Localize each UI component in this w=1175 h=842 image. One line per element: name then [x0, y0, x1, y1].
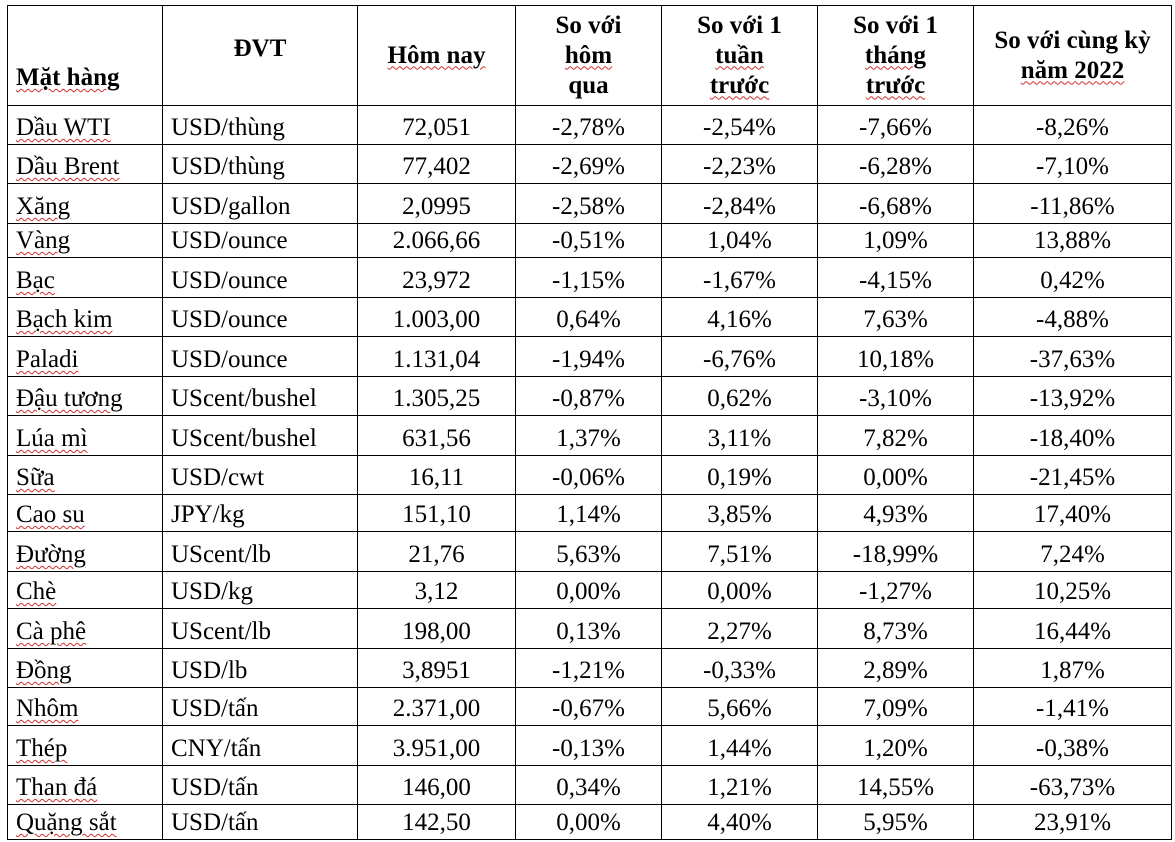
cell-vs-week: -2,23% [662, 145, 818, 184]
cell-vs-year: -37,63% [974, 337, 1172, 377]
cell-today: 146,00 [358, 766, 516, 805]
cell-vs-yesterday: -1,15% [516, 258, 662, 298]
cell-vs-week: -6,76% [662, 337, 818, 377]
cell-vs-month: -1,27% [818, 572, 974, 609]
cell-vs-week: 1,04% [662, 224, 818, 258]
item-label: Dầu WTI [16, 114, 111, 141]
item-label: Đường [16, 541, 86, 568]
item-label: Thép [16, 735, 68, 762]
cell-vs-yesterday: 1,37% [516, 416, 662, 456]
cell-vs-yesterday: -2,69% [516, 145, 662, 184]
cell-unit: USD/thùng [163, 145, 358, 184]
cell-vs-month: -7,66% [818, 106, 974, 145]
cell-vs-week: 4,16% [662, 298, 818, 337]
cell-vs-year: -63,73% [974, 766, 1172, 805]
table-row [8, 337, 1172, 377]
cell-vs-year: 10,25% [974, 572, 1172, 609]
cell-today: 3,8951 [358, 649, 516, 688]
table-row [8, 609, 1172, 649]
cell-vs-week: -2,84% [662, 184, 818, 224]
cell-unit: USD/tấn [163, 766, 358, 805]
cell-vs-week: 0,62% [662, 377, 818, 416]
cell-vs-yesterday: -0,67% [516, 688, 662, 726]
cell-item [8, 726, 163, 766]
cell-vs-year: 7,24% [974, 532, 1172, 572]
cell-vs-yesterday: 1,14% [516, 495, 662, 532]
table-row [8, 688, 1172, 726]
cell-vs-year: -8,26% [974, 106, 1172, 145]
item-label: Xăng [16, 193, 71, 220]
item-label: Paladi [16, 346, 79, 373]
item-label: Chè [16, 578, 57, 605]
cell-vs-month: 0,00% [818, 456, 974, 495]
table-row [8, 184, 1172, 224]
cell-vs-month: 7,63% [818, 298, 974, 337]
item-label: Quặng sắt [16, 809, 117, 836]
cell-vs-year: -7,10% [974, 145, 1172, 184]
cell-vs-week: 3,11% [662, 416, 818, 456]
cell-vs-month: -6,68% [818, 184, 974, 224]
item-label: Sữa [16, 464, 55, 491]
cell-unit: USD/gallon [163, 184, 358, 224]
cell-vs-month: 1,09% [818, 224, 974, 258]
cell-vs-month: 7,09% [818, 688, 974, 726]
cell-vs-month: -6,28% [818, 145, 974, 184]
cell-vs-month: 2,89% [818, 649, 974, 688]
cell-vs-month: 14,55% [818, 766, 974, 805]
cell-today: 72,051 [358, 106, 516, 145]
cell-vs-month: -3,10% [818, 377, 974, 416]
cell-item [8, 532, 163, 572]
item-label: Đậu tương [16, 385, 123, 412]
cell-vs-month: -18,99% [818, 532, 974, 572]
item-label: Cao su [16, 501, 85, 528]
cell-vs-yesterday: 0,00% [516, 805, 662, 840]
cell-vs-month: 7,82% [818, 416, 974, 456]
cell-today: 21,76 [358, 532, 516, 572]
cell-unit: USD/thùng [163, 106, 358, 145]
cell-today: 151,10 [358, 495, 516, 532]
cell-vs-month: 5,95% [818, 805, 974, 840]
table-row [8, 377, 1172, 416]
cell-vs-week: 7,51% [662, 532, 818, 572]
cell-vs-month: 4,93% [818, 495, 974, 532]
cell-vs-year: 17,40% [974, 495, 1172, 532]
cell-unit: UScent/bushel [163, 377, 358, 416]
cell-unit: USD/kg [163, 572, 358, 609]
cell-unit: USD/lb [163, 649, 358, 688]
cell-today: 2.371,00 [358, 688, 516, 726]
cell-item [8, 572, 163, 609]
cell-item [8, 688, 163, 726]
header-row [8, 6, 1172, 106]
cell-vs-year: 1,87% [974, 649, 1172, 688]
table-row [8, 805, 1172, 840]
cell-item [8, 805, 163, 840]
cell-vs-month: 8,73% [818, 609, 974, 649]
cell-unit: USD/tấn [163, 805, 358, 840]
header-vs-week: So với 1 tuần trước [662, 6, 818, 106]
cell-vs-yesterday: -0,51% [516, 224, 662, 258]
header-today: Hôm nay [358, 6, 516, 106]
cell-vs-yesterday: -2,78% [516, 106, 662, 145]
cell-vs-week: 5,66% [662, 688, 818, 726]
cell-vs-year: -11,86% [974, 184, 1172, 224]
table-row [8, 649, 1172, 688]
cell-vs-week: 4,40% [662, 805, 818, 840]
header-unit: ĐVT [163, 6, 358, 106]
cell-vs-year: -0,38% [974, 726, 1172, 766]
cell-unit: USD/ounce [163, 298, 358, 337]
cell-unit: UScent/lb [163, 609, 358, 649]
cell-today: 1.131,04 [358, 337, 516, 377]
cell-item [8, 609, 163, 649]
cell-vs-week: 0,19% [662, 456, 818, 495]
cell-vs-month: -4,15% [818, 258, 974, 298]
item-label: Đồng [16, 657, 72, 684]
cell-vs-yesterday: -0,87% [516, 377, 662, 416]
cell-item [8, 298, 163, 337]
cell-today: 3.951,00 [358, 726, 516, 766]
cell-item [8, 106, 163, 145]
cell-item [8, 258, 163, 298]
cell-unit: USD/tấn [163, 688, 358, 726]
cell-vs-year: -13,92% [974, 377, 1172, 416]
cell-unit: USD/cwt [163, 456, 358, 495]
cell-vs-yesterday: 0,34% [516, 766, 662, 805]
cell-vs-yesterday: -2,58% [516, 184, 662, 224]
cell-vs-week: -1,67% [662, 258, 818, 298]
cell-vs-yesterday: 5,63% [516, 532, 662, 572]
cell-vs-month: 1,20% [818, 726, 974, 766]
commodity-price-table [7, 5, 1172, 840]
table-row [8, 766, 1172, 805]
cell-today: 77,402 [358, 145, 516, 184]
cell-today: 631,56 [358, 416, 516, 456]
cell-today: 142,50 [358, 805, 516, 840]
table-row [8, 145, 1172, 184]
cell-item [8, 224, 163, 258]
cell-vs-yesterday: 0,00% [516, 572, 662, 609]
cell-vs-week: 2,27% [662, 609, 818, 649]
cell-unit: UScent/bushel [163, 416, 358, 456]
cell-item [8, 377, 163, 416]
item-label: Cà phê [16, 618, 87, 645]
header-vs-month: So với 1 tháng trước [818, 6, 974, 106]
cell-today: 16,11 [358, 456, 516, 495]
table-row [8, 572, 1172, 609]
cell-today: 1.305,25 [358, 377, 516, 416]
cell-item [8, 184, 163, 224]
cell-vs-yesterday: -1,21% [516, 649, 662, 688]
cell-unit: UScent/lb [163, 532, 358, 572]
cell-vs-yesterday: 0,64% [516, 298, 662, 337]
cell-vs-week: 0,00% [662, 572, 818, 609]
cell-today: 2,0995 [358, 184, 516, 224]
table-row [8, 224, 1172, 258]
item-label: Lúa mì [16, 425, 88, 452]
item-label: Nhôm [16, 695, 79, 722]
item-label: Than đá [16, 774, 98, 801]
table-row [8, 495, 1172, 532]
cell-vs-month: 10,18% [818, 337, 974, 377]
cell-item [8, 649, 163, 688]
cell-today: 2.066,66 [358, 224, 516, 258]
cell-vs-week: 1,21% [662, 766, 818, 805]
table-row [8, 532, 1172, 572]
cell-vs-week: 1,44% [662, 726, 818, 766]
cell-vs-yesterday: 0,13% [516, 609, 662, 649]
cell-vs-year: -4,88% [974, 298, 1172, 337]
table-row [8, 298, 1172, 337]
cell-item [8, 495, 163, 532]
cell-vs-week: -2,54% [662, 106, 818, 145]
header-item: Mặt hàng [8, 6, 163, 106]
table-row [8, 416, 1172, 456]
cell-today: 198,00 [358, 609, 516, 649]
item-label: Dầu Brent [16, 153, 120, 180]
cell-unit: USD/ounce [163, 337, 358, 377]
cell-unit: USD/ounce [163, 258, 358, 298]
cell-item [8, 337, 163, 377]
table-row [8, 456, 1172, 495]
cell-today: 23,972 [358, 258, 516, 298]
table-row [8, 106, 1172, 145]
cell-vs-yesterday: -0,13% [516, 726, 662, 766]
cell-vs-year: -18,40% [974, 416, 1172, 456]
cell-vs-year: -1,41% [974, 688, 1172, 726]
cell-today: 3,12 [358, 572, 516, 609]
table-row [8, 726, 1172, 766]
cell-item [8, 145, 163, 184]
cell-vs-year: 13,88% [974, 224, 1172, 258]
cell-item [8, 456, 163, 495]
header-vs-year: So với cùng kỳ năm 2022 [974, 6, 1172, 106]
cell-vs-year: 23,91% [974, 805, 1172, 840]
cell-vs-yesterday: -1,94% [516, 337, 662, 377]
cell-vs-yesterday: -0,06% [516, 456, 662, 495]
cell-unit: JPY/kg [163, 495, 358, 532]
cell-unit: CNY/tấn [163, 726, 358, 766]
item-label: Bạch kim [16, 306, 113, 333]
cell-item [8, 416, 163, 456]
header-vs-yesterday: So với hôm qua [516, 6, 662, 106]
cell-vs-year: 0,42% [974, 258, 1172, 298]
table-row [8, 258, 1172, 298]
cell-vs-week: 3,85% [662, 495, 818, 532]
cell-vs-week: -0,33% [662, 649, 818, 688]
cell-today: 1.003,00 [358, 298, 516, 337]
item-label: Bạc [16, 267, 55, 294]
item-label: Vàng [16, 227, 71, 254]
cell-vs-year: -21,45% [974, 456, 1172, 495]
cell-item [8, 766, 163, 805]
cell-unit: USD/ounce [163, 224, 358, 258]
cell-vs-year: 16,44% [974, 609, 1172, 649]
